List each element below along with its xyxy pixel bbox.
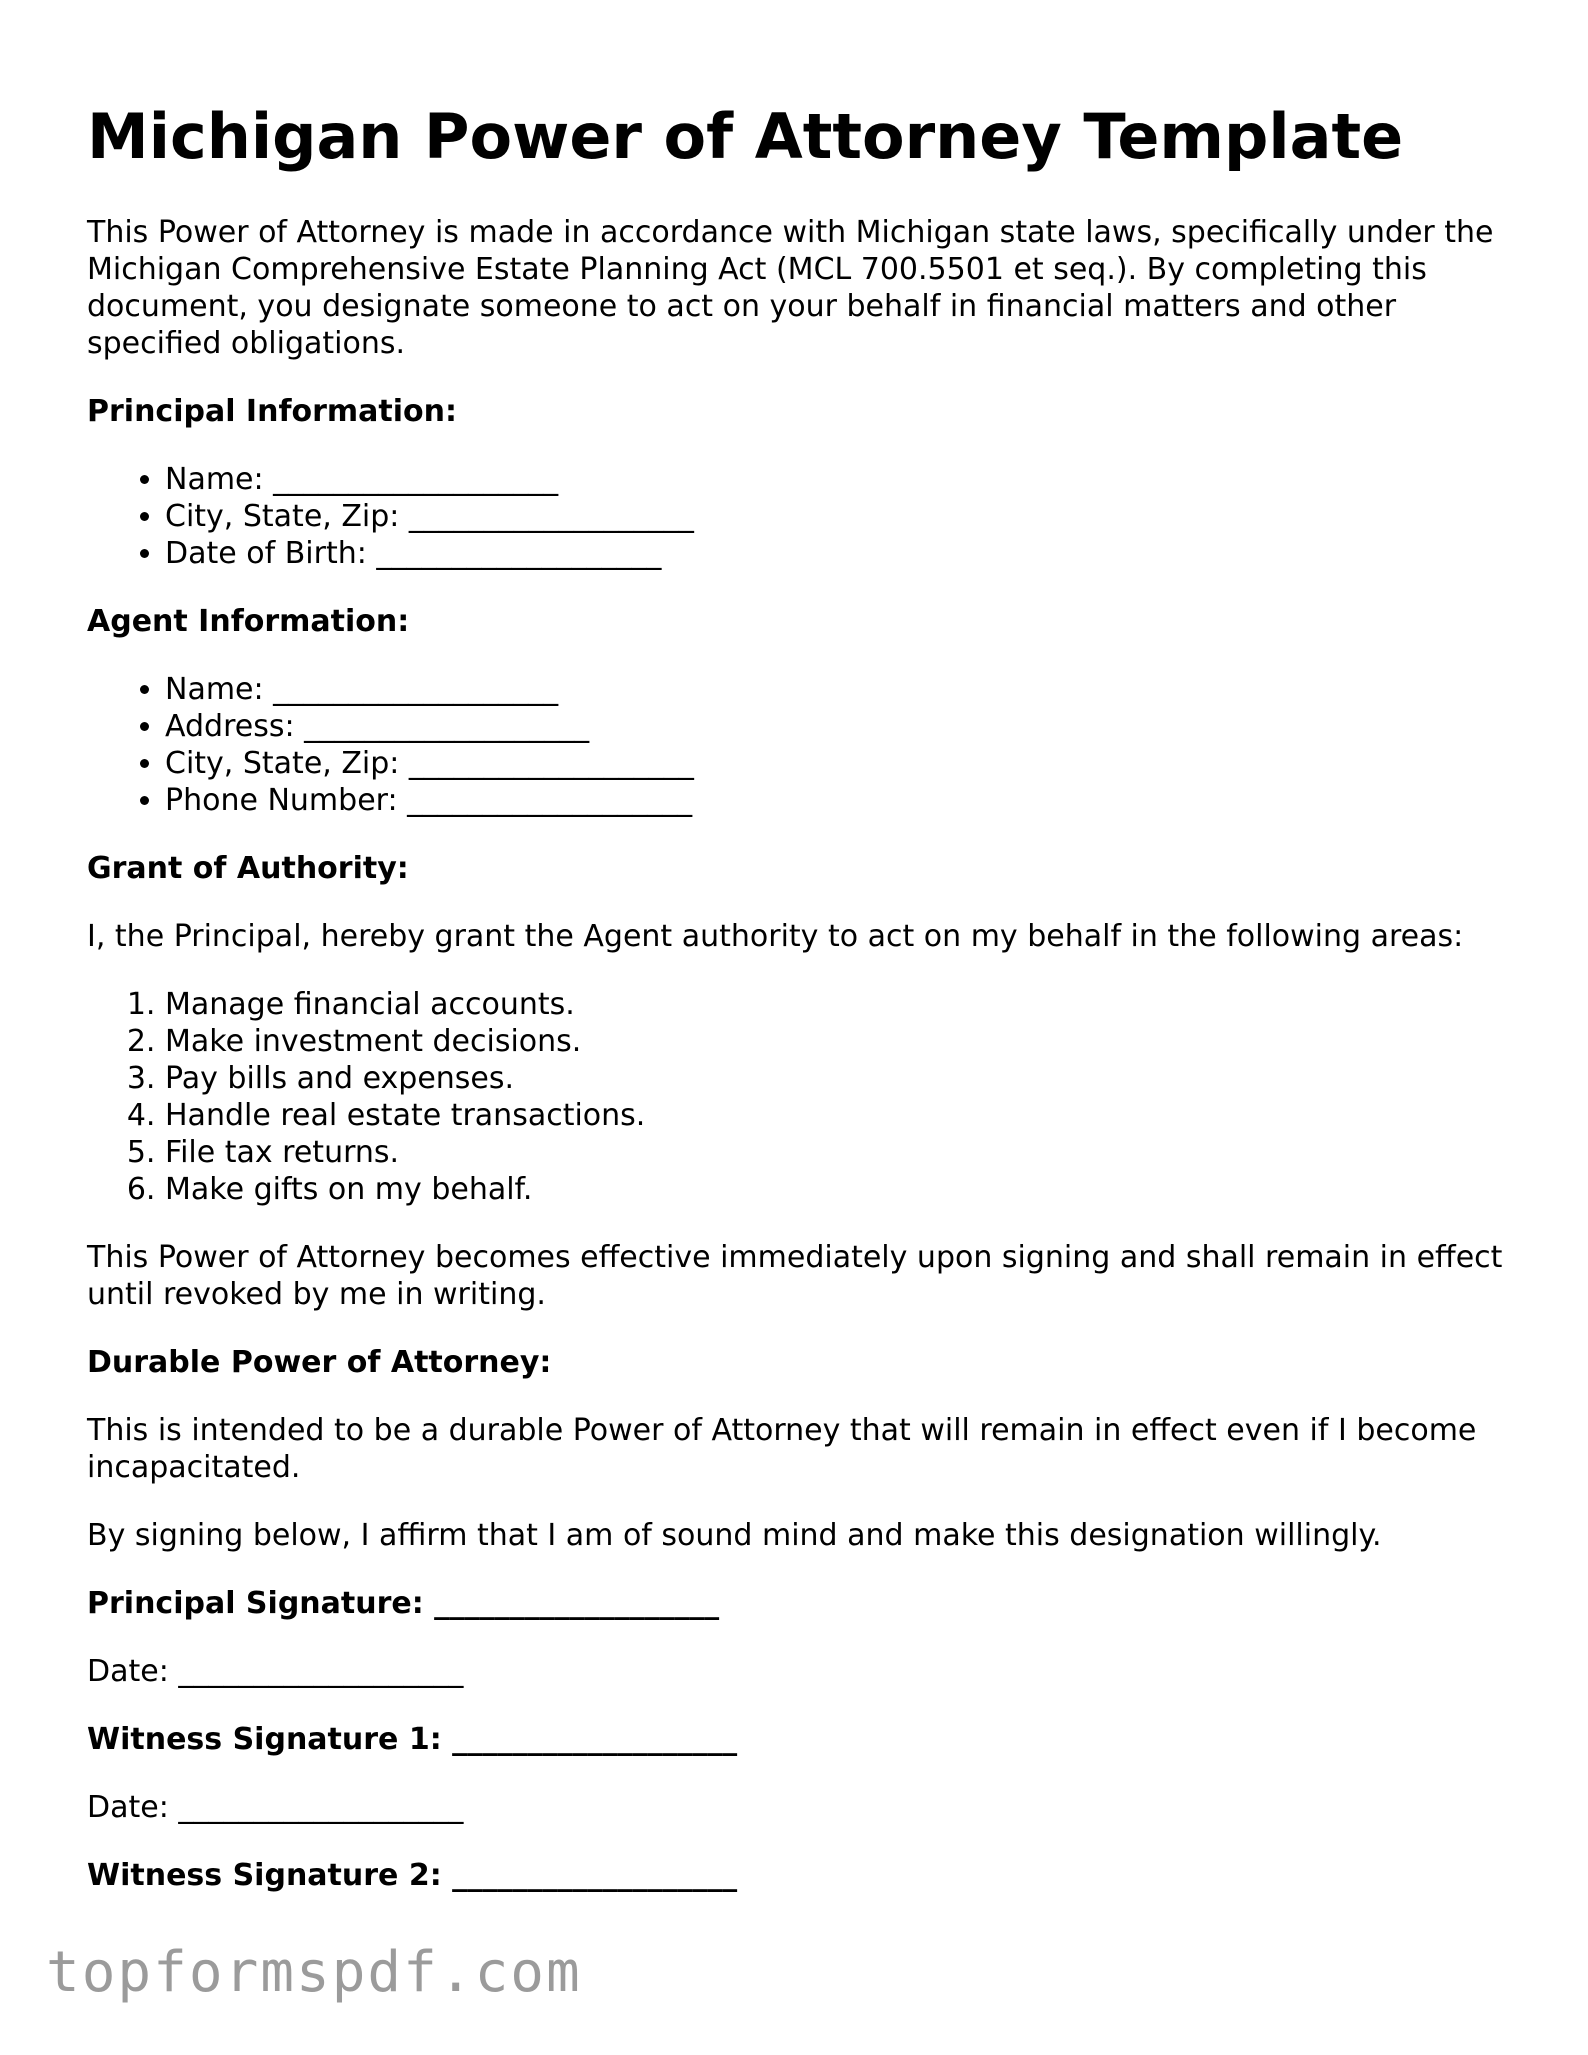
principal-date-of-birth-field: • Date of Birth: ___________________ (165, 535, 1507, 572)
principal-info-heading: Principal Information: (87, 394, 458, 430)
page-title: Michigan Power of Attorney Template (87, 100, 1404, 173)
principal-info-list (87, 461, 1507, 572)
durable-poa-heading: Durable Power of Attorney: (87, 1345, 552, 1381)
agent-phone-field: • Phone Number: ___________________ (165, 782, 1507, 819)
agent-name-field: • Name: ___________________ (165, 671, 1507, 708)
grant-intro-paragraph: I, the Principal, hereby grant the Agent authority to act on my behalf in the following areas: (87, 919, 1464, 955)
agent-info-heading: Agent Information: (87, 604, 410, 640)
effective-paragraph: This Power of Attorney becomes effective immediately upon signing and shall remain in effect until revoked by me in writing. (87, 1240, 1503, 1313)
document-page (87, 100, 1507, 1925)
witness-2-signature-line: Witness Signature 2: ___________________ (87, 1858, 738, 1894)
principal-name-field: • Name: ___________________ (165, 461, 1507, 498)
authority-list (87, 986, 1507, 1208)
authority-item: 6. Make gifts on my behalf. (165, 1171, 1507, 1208)
intro-paragraph: This Power of Attorney is made in accordance with Michigan state laws, specifically under the Michigan Comprehensive Estate Planning Act (MCL 700.5501 et seq.). By completing this document, you designate someone to act on your behalf in financial matters and other specified obligations. (87, 215, 1494, 362)
agent-city-state-zip-field: • City, State, Zip: ___________________ (165, 745, 1507, 782)
agent-address-field: • Address: ___________________ (165, 708, 1507, 745)
grant-of-authority-heading: Grant of Authority: (87, 851, 409, 887)
authority-item: 3. Pay bills and expenses. (165, 1060, 1507, 1097)
authority-item: 5. File tax returns. (165, 1134, 1507, 1171)
watermark: topformspdf.com (46, 1940, 582, 2005)
witness-1-signature-line: Witness Signature 1: ___________________ (87, 1722, 738, 1758)
authority-item: 4. Handle real estate transactions. (165, 1097, 1507, 1134)
principal-signature-line: Principal Signature: ___________________ (87, 1586, 720, 1622)
witness-1-date-line: Date: ___________________ (87, 1790, 464, 1826)
principal-city-state-zip-field: • City, State, Zip: ___________________ (165, 498, 1507, 535)
agent-info-list (87, 671, 1507, 819)
durable-poa-paragraph: This is intended to be a durable Power of Attorney that will remain in effect even if I become incapacitated. (87, 1413, 1477, 1486)
affirmation-paragraph: By signing below, I affirm that I am of sound mind and make this designation willingly. (87, 1518, 1382, 1554)
authority-item: 2. Make investment decisions. (165, 1023, 1507, 1060)
principal-signature-date-line: Date: ___________________ (87, 1654, 464, 1690)
authority-item: 1. Manage financial accounts. (165, 986, 1507, 1023)
